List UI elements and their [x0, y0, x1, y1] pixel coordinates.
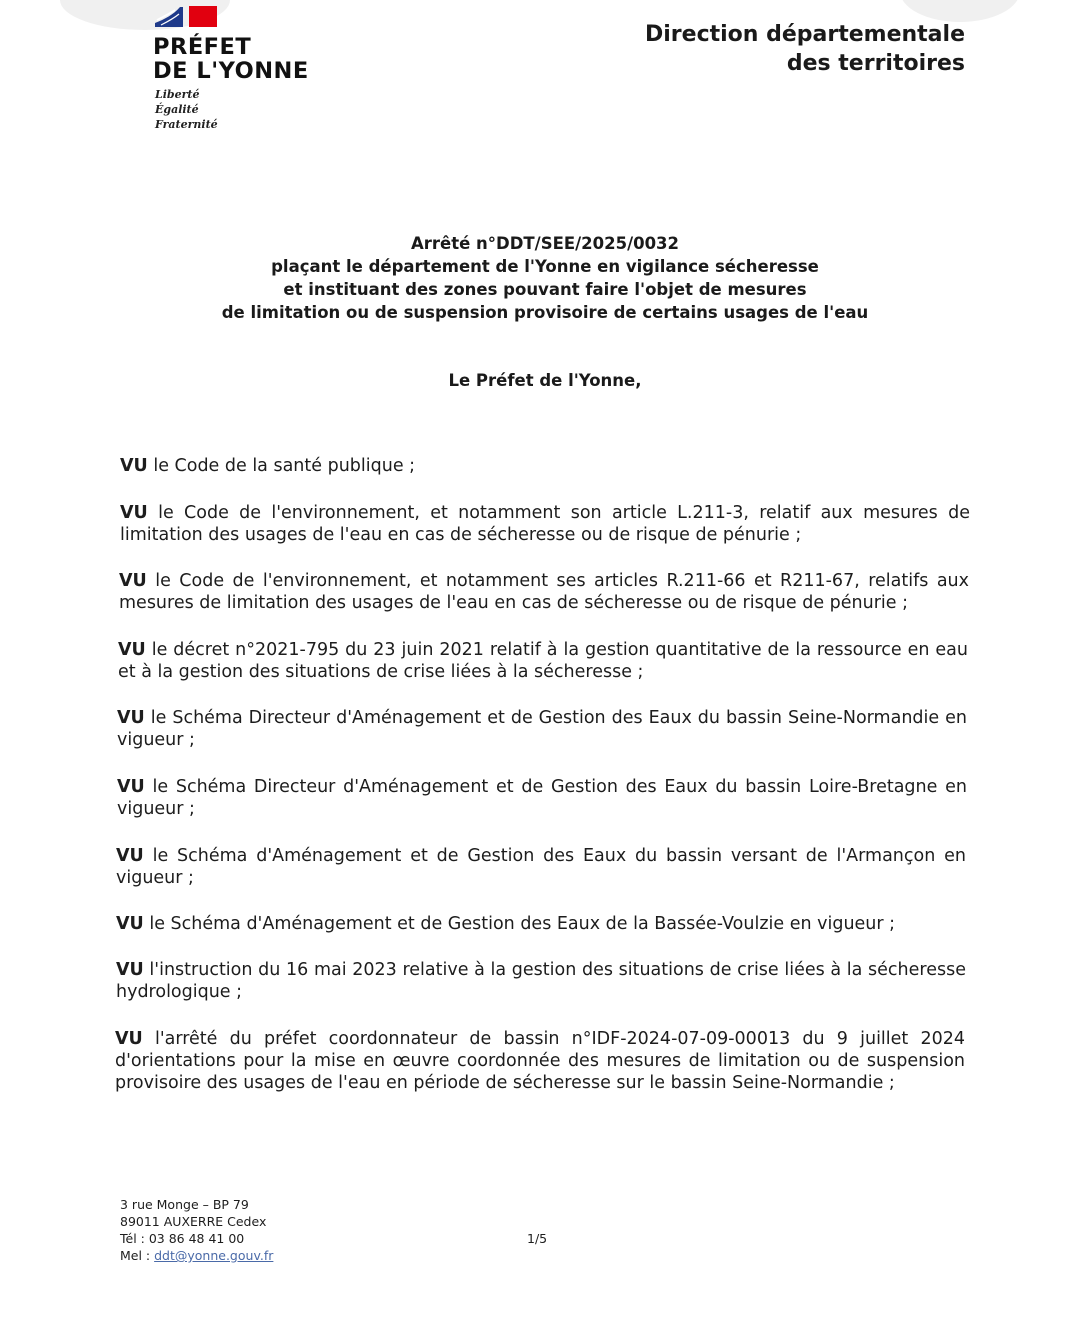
prefet-title-line2: DE L'YONNE	[153, 58, 309, 84]
vu-text: l'arrêté du préfet coordonnateur de bassin n°IDF-2024-07-09-00013 du 9 juillet 2024 d'orientations pour la mise en œuvre coordonnée des mesures de limitation ou de suspension provisoire des usages de l'eau en période de sécheresse sur le bassin Seine-Normandie ;	[115, 1029, 965, 1093]
vu-clause-5	[117, 707, 967, 751]
vu-keyword: VU	[118, 640, 146, 660]
vu-clause-7	[116, 845, 966, 889]
vu-text: le Schéma Directeur d'Aménagement et de Gestion des Eaux du bassin Loire-Bretagne en vigueur ;	[117, 777, 967, 819]
address-city: 89011 AUXERRE Cedex	[120, 1214, 267, 1229]
vu-keyword: VU	[120, 503, 148, 523]
vu-keyword: VU	[117, 708, 145, 728]
direction-line2: des territoires	[786, 51, 965, 76]
vu-text: le Schéma Directeur d'Aménagement et de Gestion des Eaux du bassin Seine-Normandie en vigueur ;	[117, 708, 967, 750]
vu-keyword: VU	[116, 914, 144, 934]
vu-clause-6	[117, 776, 967, 820]
direction-line1: Direction départementale	[645, 22, 965, 47]
decree-title-line3: et instituant des zones pouvant faire l'objet de mesures	[283, 280, 807, 299]
vu-text: le Schéma d'Aménagement et de Gestion des Eaux de la Bassée-Voulzie en vigueur ;	[143, 914, 896, 934]
vu-text: le Code de l'environnement, et notamment ses articles R.211-66 et R211-67, relatifs aux mesures de limitation des usages de l'eau en cas de sécheresse ou de risque de pénurie ;	[119, 571, 969, 613]
vu-text: le Schéma d'Aménagement et de Gestion des Eaux du bassin versant de l'Armançon en vigueur ;	[116, 846, 966, 888]
mail-link[interactable]: ddt@yonne.gouv.fr	[154, 1248, 274, 1263]
vu-keyword: VU	[119, 571, 147, 591]
motto-liberte: Liberté	[155, 88, 200, 101]
vu-text: le décret n°2021-795 du 23 juin 2021 relatif à la gestion quantitative de la ressource en eau et à la gestion des situations de crise liées à la sécheresse ;	[118, 640, 968, 682]
vu-clause-1	[120, 455, 970, 477]
marianne-logo-icon	[153, 5, 219, 29]
vu-keyword: VU	[116, 846, 144, 866]
address-street: 3 rue Monge – BP 79	[120, 1197, 249, 1212]
vu-clause-4	[118, 639, 968, 683]
motto-egalite: Égalité	[155, 103, 199, 116]
decree-title	[90, 232, 1000, 324]
page-number: 1/5	[527, 1231, 548, 1246]
vu-clause-10	[115, 1028, 965, 1094]
prefet-heading: Le Préfet de l'Yonne,	[448, 371, 642, 390]
prefet-title-line1: PRÉFET	[153, 34, 252, 60]
direction-heading	[645, 20, 965, 78]
decree-title-line2: plaçant le département de l'Yonne en vigilance sécheresse	[271, 257, 819, 276]
vu-clause-3	[119, 570, 969, 614]
footer-address	[120, 1196, 273, 1264]
vu-text: l'instruction du 16 mai 2023 relative à la gestion des situations de crise liées à la sécheresse hydrologique ;	[116, 960, 966, 1002]
vu-keyword: VU	[116, 960, 144, 980]
decree-number: Arrêté n°DDT/SEE/2025/0032	[410, 234, 680, 253]
vu-text: le Code de la santé publique ;	[147, 456, 416, 476]
motto-fraternite: Fraternité	[155, 118, 218, 131]
address-mail	[120, 1247, 273, 1264]
address-phone: Tél : 03 86 48 41 00	[120, 1231, 245, 1246]
vu-keyword: VU	[120, 456, 148, 476]
vu-keyword: VU	[117, 777, 145, 797]
vu-clause-9	[116, 959, 966, 1003]
vu-clause-8	[116, 913, 966, 935]
vu-clause-2	[120, 502, 970, 546]
vu-keyword: VU	[115, 1029, 143, 1049]
mail-label: Mel :	[120, 1248, 155, 1263]
scan-shadow-right	[900, 0, 1020, 22]
vu-text: le Code de l'environnement, et notamment son article L.211-3, relatif aux mesures de limitation des usages de l'eau en cas de sécheresse ou de risque de pénurie ;	[120, 503, 970, 545]
decree-title-line4: de limitation ou de suspension provisoire de certains usages de l'eau	[221, 303, 869, 322]
